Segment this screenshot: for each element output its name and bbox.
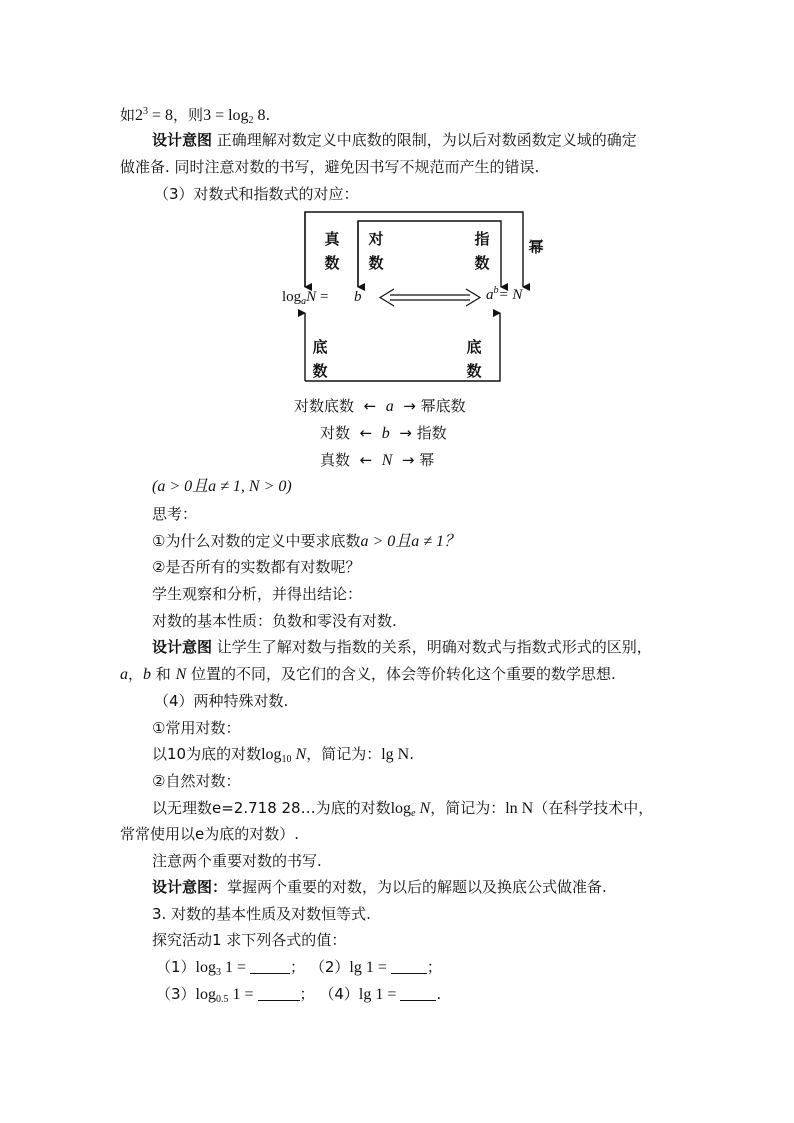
answer-blank[interactable]: [250, 959, 290, 974]
label-zhishu: [473, 227, 491, 275]
design-intent-label: 设计意图：: [152, 878, 228, 896]
mapping-row-log: [320, 422, 447, 445]
formula-b: b: [354, 289, 362, 305]
log-text: log: [282, 289, 302, 305]
mapping-var: N: [381, 452, 393, 469]
formula-log: [282, 289, 328, 307]
label-char: 真: [324, 230, 340, 248]
design-intent-label: 设计意图: [152, 638, 213, 656]
mapping-var: a: [385, 398, 394, 415]
mapping-left: 真数: [320, 451, 351, 469]
answer-blank[interactable]: [258, 986, 300, 1001]
exercise-num: （4）: [319, 985, 359, 1003]
intro-log-base: 2: [248, 115, 254, 126]
var-N: N: [175, 666, 187, 683]
exercise-log: log: [195, 959, 216, 976]
label-char: 数: [324, 254, 340, 272]
natural-N: N: [415, 800, 431, 817]
think-title: 思考：: [152, 505, 198, 523]
common-pre: 以10为底的对数: [152, 745, 262, 763]
think-q1: [152, 530, 460, 553]
answer-blank[interactable]: [400, 986, 436, 1001]
design-intent-3: [152, 876, 607, 898]
answer-blank[interactable]: [391, 959, 427, 974]
exercise-row-2: [156, 983, 441, 1011]
condition: (a > 0且a ≠ 1, N > 0): [152, 478, 292, 495]
arrow-left: ←: [363, 397, 377, 415]
exercise-end: ；: [290, 958, 306, 976]
arrow-right: →: [403, 397, 416, 415]
mapping-right: 幂: [419, 451, 435, 469]
note-text: 注意两个重要对数的书写.: [152, 852, 322, 870]
common-log: log: [261, 746, 282, 763]
label-char: 对: [368, 230, 384, 248]
natural-short: ln N: [505, 800, 534, 817]
mapping-right: 指数: [416, 424, 447, 442]
exercise-log: log: [195, 986, 216, 1003]
intro-mid: ，则: [173, 106, 204, 124]
arrow-left: ←: [359, 424, 373, 442]
exercise-end: .: [436, 985, 442, 1003]
mapping-right: 幂底数: [420, 397, 466, 415]
label-char: 数: [312, 362, 328, 380]
log-N: N: [306, 289, 317, 305]
log-sub: a: [301, 296, 307, 307]
mapping-var: b: [381, 425, 390, 442]
intro-eq: = 8: [148, 107, 174, 124]
think-q1-text: ①为什么对数的定义中要求底数: [152, 532, 361, 550]
natural-log-def-line2: 常常使用以e为底的对数）.: [120, 825, 299, 843]
property-text: 对数的基本性质：负数和零没有对数.: [152, 612, 397, 630]
common-log-title: ①常用对数：: [152, 719, 241, 737]
exercise-sub: 3: [216, 967, 221, 978]
mapping-row-base: [294, 395, 466, 418]
label-dishu-right: [465, 335, 483, 383]
exercise-num: （3）: [156, 985, 196, 1003]
common-N: N: [291, 746, 307, 763]
label-char: 数: [466, 362, 482, 380]
exercise-expr: lg 1 =: [358, 986, 401, 1003]
intro-end: .: [265, 106, 271, 124]
design-intent-text: 让学生了解对数与指数的关系，明确对数式与指数式形式的区别，: [212, 638, 652, 656]
formula-power: [486, 285, 522, 304]
power-exp: b: [493, 285, 499, 296]
common-short: lg N: [381, 746, 410, 763]
label-char: 数: [368, 254, 384, 272]
natural-log-def: [152, 797, 653, 825]
design-intent-text: 位置的不同，及它们的含义，体会等价转化这个重要的数学思想.: [186, 665, 616, 683]
activity-title: 探究活动1 求下列各式的值：: [152, 931, 347, 949]
arrow-left: ←: [359, 451, 373, 469]
common-sub: 10: [281, 754, 292, 765]
label-char: 数: [474, 254, 490, 272]
mapping-row-true: [320, 449, 434, 472]
intro-base: 2: [135, 107, 144, 124]
think-q1-math: a > 0且a ≠ 1？: [360, 533, 461, 550]
exercise-num: （1）: [156, 958, 196, 976]
log-exp-diagram: [280, 205, 560, 385]
log-eq: =: [319, 289, 329, 305]
exercise-arg: 1 =: [221, 959, 251, 976]
var-b: b: [143, 666, 152, 683]
label-dishu-left: [311, 335, 329, 383]
label-mi: [527, 235, 545, 259]
design-intent-1-line2: [120, 156, 539, 178]
common-log-def: [152, 743, 414, 771]
intro-log-arg: 8: [253, 107, 266, 124]
design-intent-text: 掌握两个重要的对数，为以后的解题以及换底公式做准备.: [227, 878, 607, 896]
label-zhenshu: [323, 227, 341, 275]
design-intent-text: 正确理解对数定义中底数的限制，为以后对数函数定义域的确定: [212, 131, 637, 149]
exercise-end: ；: [426, 958, 442, 976]
and-text: 和: [151, 665, 176, 683]
intro-line: [120, 101, 270, 132]
label-char: 幂: [528, 238, 544, 256]
natural-post: （在科学技术中，: [533, 799, 654, 817]
power-rhs: = N: [498, 287, 523, 303]
design-intent-text: 做准备. 同时注意对数的书写，避免因书写不规范而产生的错误.: [120, 158, 540, 176]
label-char: 底: [466, 338, 482, 356]
section-3-1-title: 3. 对数的基本性质及对数恒等式.: [152, 905, 371, 923]
exercise-sub: 0.5: [216, 994, 229, 1005]
intro-exp: 3: [143, 106, 149, 117]
intro-prefix: 如: [120, 106, 136, 124]
arrow-right: →: [401, 451, 415, 469]
observe-text: 学生观察和分析，并得出结论：: [152, 585, 363, 603]
design-intent-label: 设计意图: [152, 131, 213, 149]
common-end: .: [409, 745, 415, 763]
think-q2: ②是否所有的实数都有对数呢？: [152, 558, 361, 576]
mapping-left: 对数底数: [294, 397, 355, 415]
design-intent-2-line1: [152, 636, 652, 658]
natural-mid: ，简记为：: [430, 799, 506, 817]
section-3-title: （3）对数式和指数式的对应：: [154, 185, 359, 203]
var-a: a: [120, 666, 128, 683]
exercise-row-1: [156, 956, 442, 984]
natural-log-title: ②自然对数：: [152, 772, 241, 790]
label-duishu: [367, 227, 385, 275]
exercise-num: （2）: [309, 958, 350, 976]
exercise-expr: lg 1 =: [349, 959, 391, 976]
natural-log: log: [390, 800, 412, 817]
exercise-arg: 1 =: [228, 986, 258, 1003]
exercise-end: ；: [299, 985, 315, 1003]
design-intent-2-line2: [120, 663, 616, 686]
mapping-left: 对数: [320, 424, 351, 442]
design-intent-1-line1: [152, 129, 637, 151]
sep: ，: [128, 665, 144, 683]
natural-pre: 以无理数e=2.718 28…为底的对数: [152, 799, 391, 817]
common-mid: ，简记为：: [306, 745, 382, 763]
arrow-right: →: [399, 424, 412, 442]
label-char: 指: [474, 230, 490, 248]
label-char: 底: [312, 338, 328, 356]
section-4-title: （4）两种特殊对数.: [154, 692, 289, 710]
intro-log-lhs: 3 = log: [203, 107, 249, 124]
natural-sub: e: [411, 808, 416, 819]
power-base: a: [486, 287, 494, 303]
